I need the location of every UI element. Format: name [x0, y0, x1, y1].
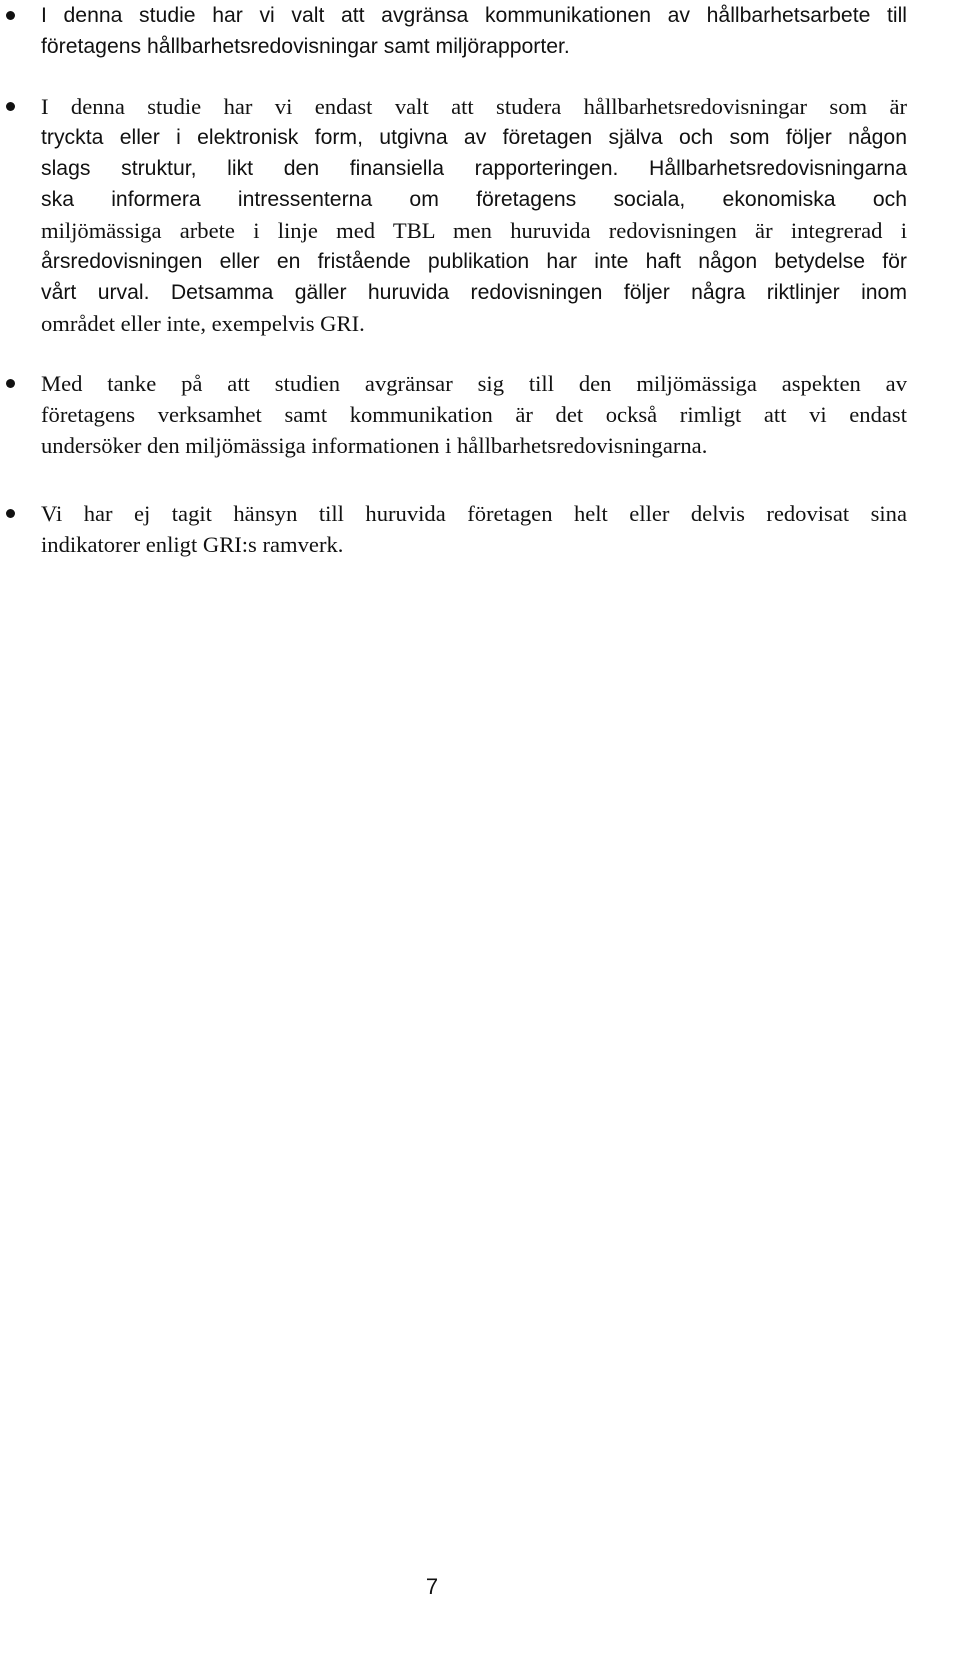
paragraph — [41, 91, 907, 339]
bullet-point-icon — [6, 11, 15, 20]
list-item — [0, 91, 907, 339]
list-item — [0, 0, 907, 62]
bullet-point-icon — [6, 102, 15, 111]
text-line: vårt urval. Detsamma gäller huruvida redovisningen följer några riktlinjer inom — [41, 281, 907, 304]
text-line: årsredovisningen eller en fristående publikation har inte haft någon betydelse för — [41, 250, 907, 273]
paragraph — [41, 368, 907, 461]
text-line: miljömässiga arbete i linje med TBL men huruvida redovisningen är integrerad i — [41, 218, 907, 243]
text-line: företagens verksamhet samt kommunikation är det också rimligt att vi endast — [41, 402, 907, 427]
list-item — [0, 498, 907, 560]
text-line: indikatorer enligt GRI:s ramverk. — [41, 532, 344, 557]
text-line: I denna studie har vi endast valt att studera hållbarhetsredovisningar som är — [41, 94, 907, 119]
paragraph — [41, 0, 907, 62]
paragraph — [41, 498, 907, 560]
text-line: företagens hållbarhetsredovisningar samt miljörapporter. — [41, 35, 570, 58]
text-line: ska informera intressenterna om företagens sociala, ekonomiska och — [41, 188, 907, 211]
text-line: undersöker den miljömässiga informationen i hållbarhetsredovisningarna. — [41, 433, 708, 458]
text-line: området eller inte, exempelvis GRI. — [41, 311, 365, 336]
text-line: tryckta eller i elektronisk form, utgivna av företagen själva och som följer någon — [41, 126, 907, 149]
text-line: I denna studie har vi valt att avgränsa kommunikationen av hållbarhetsarbete till — [41, 4, 907, 27]
list-item — [0, 368, 907, 461]
bullet-point-icon — [6, 379, 15, 388]
text-line: slags struktur, likt den finansiella rapporteringen. Hållbarhetsredovisningarna — [41, 157, 907, 180]
bullet-point-icon — [6, 509, 15, 518]
text-line: Med tanke på att studien avgränsar sig till den miljömässiga aspekten av — [41, 371, 907, 396]
page-number: 7 — [425, 1574, 439, 1599]
text-line: Vi har ej tagit hänsyn till huruvida företagen helt eller delvis redovisat sina — [41, 501, 907, 526]
